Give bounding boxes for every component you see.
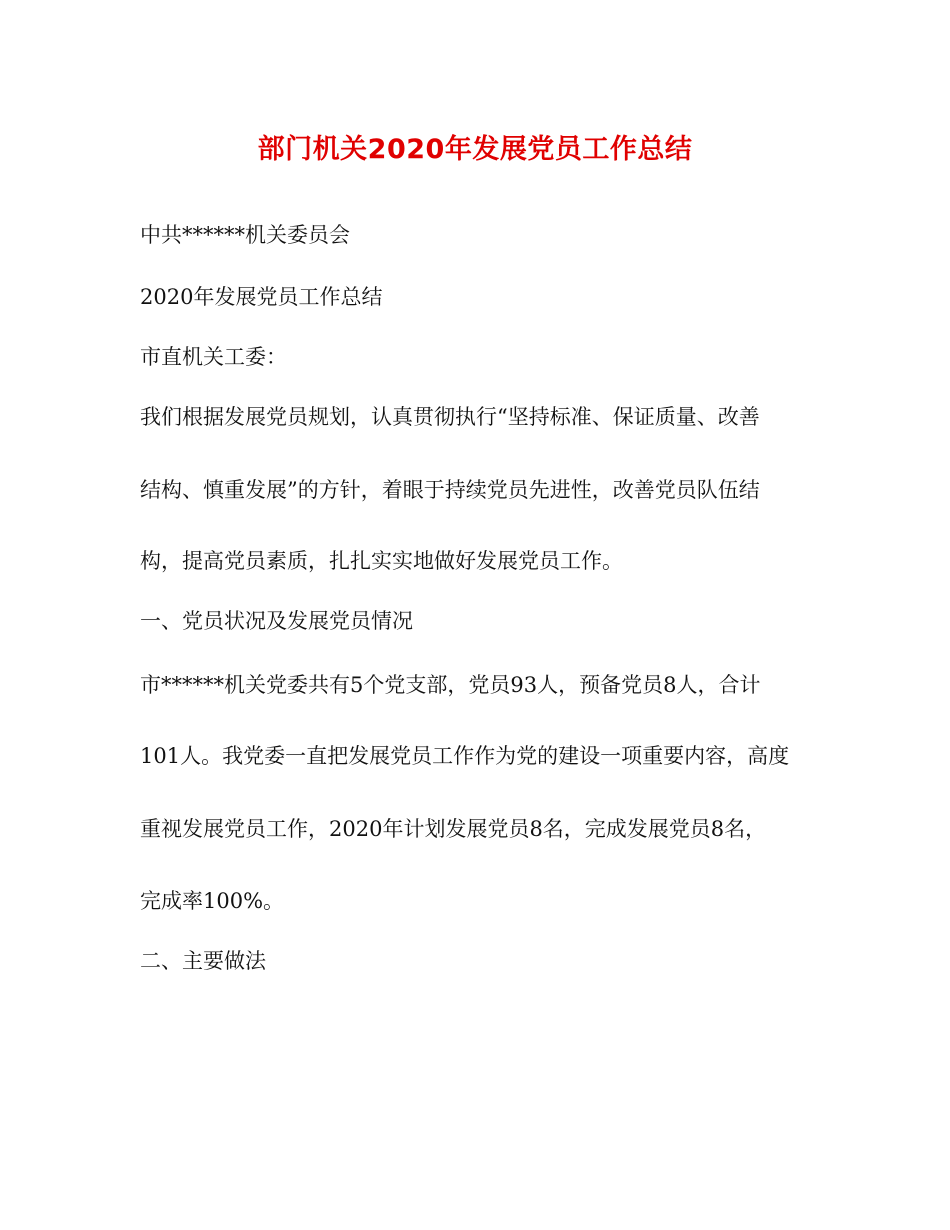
body-text-line: 重视发展党员工作，2020年计划发展党员8名，完成发展党员8名， [140,817,767,841]
body-text-line: 构，提高党员素质，扎扎实实地做好发展党员工作。 [140,549,623,573]
addressee-line: 市直机关工委： [140,345,287,369]
body-text-line: 101人。我党委一直把发展党员工作作为党的建设一项重要内容，高度 [140,744,790,768]
section-heading-2: 二、主要做法 [140,949,266,973]
body-text-line: 结构、慎重发展”的方针，着眼于持续党员先进性，改善党员队伍结 [140,478,760,502]
subtitle-line: 2020年发展党员工作总结 [140,285,383,309]
body-text-line: 市******机关党委共有5个党支部，党员93人，预备党员8人，合计 [140,673,761,697]
body-text-line: 完成率100%。 [140,889,285,913]
document-title: 部门机关2020年发展党员工作总结 [257,134,693,165]
org-name-line: 中共******机关委员会 [140,223,350,247]
body-text-line: 我们根据发展党员规划，认真贯彻执行“坚持标准、保证质量、改善 [140,405,760,429]
section-heading-1: 一、党员状况及发展党员情况 [140,609,413,633]
